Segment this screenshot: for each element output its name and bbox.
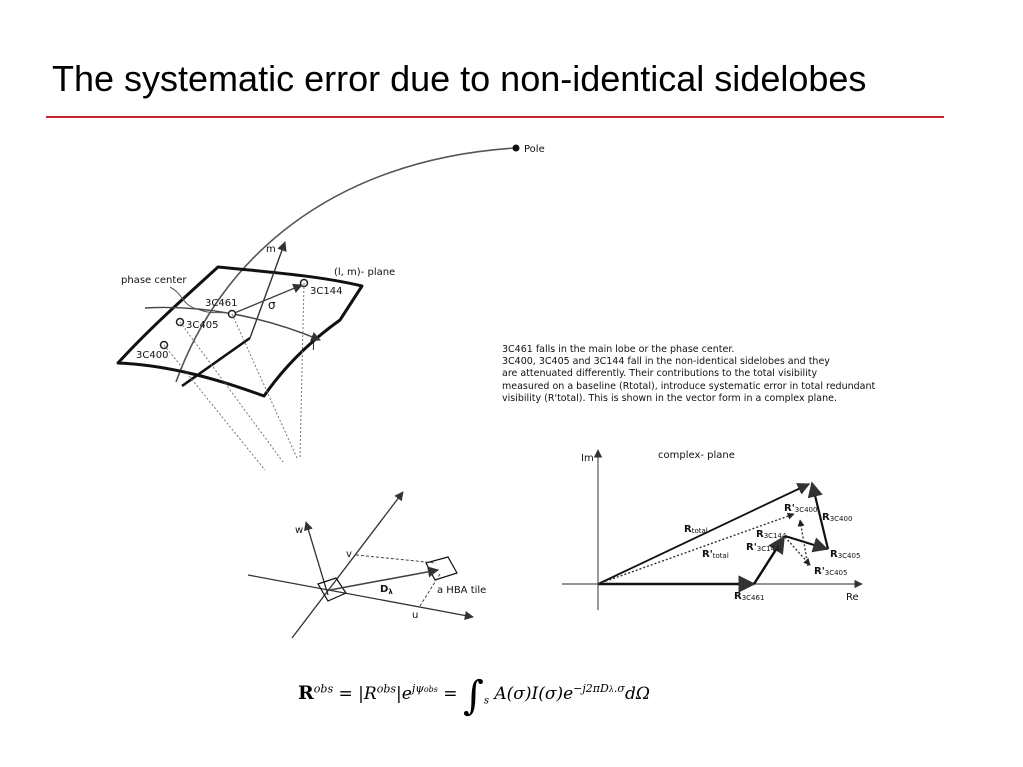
re-axis-label: Re — [846, 592, 859, 603]
r-total-label: Rtotal — [684, 524, 708, 535]
w-axis — [306, 522, 328, 595]
rp-3c144-label: R'3C144 — [746, 542, 780, 553]
w-axis-label: w — [295, 525, 304, 536]
visibility-formula: $R^{obs} = |R^{obs}|e^{j\psi obs} = \int_s$ $A(\sigma)I(\sigma)e^{-j2\pi D\lambda.\sigma}d\Omega$ — [298, 673, 650, 719]
complex-plane-title: complex- plane — [658, 450, 735, 461]
r-3c405-label: R3C405 — [830, 549, 861, 560]
description-text — [502, 344, 882, 405]
description-line: 3C461 falls in the main lobe or the phase center. — [502, 344, 735, 355]
rp-total-label: R'total — [702, 549, 729, 560]
description-line: measured on a baseline (Rtotal), introduce systematic error in total redundant — [502, 380, 876, 392]
rp-3c405-label: R'3C405 — [814, 566, 848, 577]
u-axis — [248, 575, 473, 617]
plane-label: (l, m)- plane — [334, 267, 396, 278]
description-line: visibility (R'total). This is shown in the vector form in a complex plane. — [502, 392, 837, 404]
description-line: 3C400, 3C405 and 3C144 fall in the non-identical sidelobes and they — [502, 356, 830, 368]
v-axis-label: v — [346, 549, 352, 560]
source-3c144-label: 3C144 — [310, 286, 343, 297]
r-3c461-label: R3C461 — [734, 591, 765, 602]
d-lambda-label: $D_\lambda$ — [380, 584, 393, 596]
u-axis-label: u — [412, 610, 419, 621]
hba-tile — [426, 557, 457, 580]
vector-r-3c144 — [785, 536, 827, 549]
hba-tile-label: a HBA tile — [437, 585, 487, 596]
page-title: The systematic error due to non-identical sidelobes — [52, 58, 867, 99]
rp-3c400-label: R'3C400 — [784, 503, 818, 514]
pole-dot — [513, 145, 520, 152]
r-3c400-label: R3C400 — [822, 512, 853, 523]
uvw-tile-diagram — [248, 492, 486, 638]
v-axis — [292, 492, 403, 638]
source-3c400-label: 3C400 — [136, 350, 169, 361]
description-line: are attenuated differently. Their contributions to the total visibility — [502, 368, 818, 380]
pole-label: Pole — [524, 144, 545, 155]
sky-plane-diagram — [118, 144, 545, 470]
r-3c144-label: R3C144 — [756, 529, 787, 540]
vector-rp-3c405 — [785, 537, 810, 565]
phase-center-label: phase center — [121, 275, 187, 286]
im-axis-label: Im — [581, 453, 594, 464]
m-axis-label: m — [266, 244, 276, 255]
integral-sign: ∫ — [462, 673, 484, 719]
source-3c461-label: 3C461 — [205, 298, 238, 309]
sigma-label: σ — [268, 298, 276, 312]
source-3c405-label: 3C405 — [186, 320, 219, 331]
complex-plane-diagram — [562, 450, 862, 610]
pole-arc — [176, 148, 515, 382]
l-axis-label: l — [312, 342, 315, 353]
